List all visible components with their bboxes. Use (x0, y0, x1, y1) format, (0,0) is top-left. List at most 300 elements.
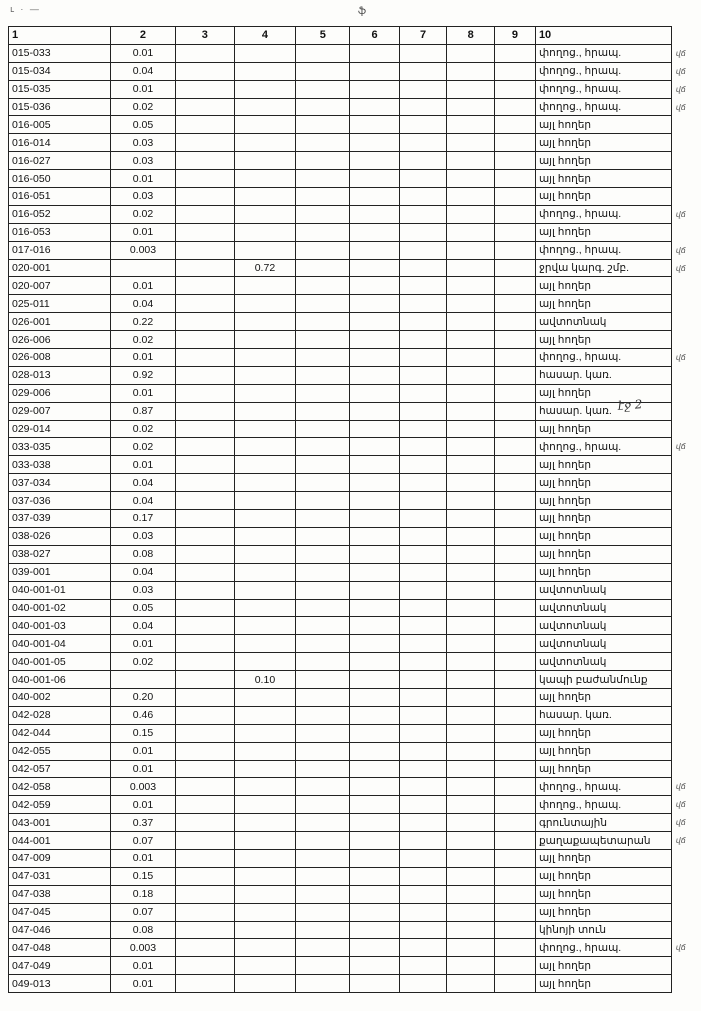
table-row (9, 402, 701, 420)
cell-col6 (350, 420, 399, 438)
cell-col8 (447, 205, 495, 223)
margin-annotation: վճ (675, 102, 686, 112)
cell-col7 (399, 152, 447, 170)
cell-col2: 0.04 (111, 474, 176, 492)
table-row (9, 975, 701, 993)
cell-col1: 040-001-04 (9, 635, 111, 653)
cell-col10: այլ հողեր (535, 867, 671, 885)
cell-col8 (447, 939, 495, 957)
cell-col6 (350, 510, 399, 528)
cell-col1: 015-036 (9, 98, 111, 116)
cell-col4 (234, 223, 296, 241)
margin-annotation (671, 474, 700, 492)
cell-col1: 042-058 (9, 778, 111, 796)
margin-annotation: վճ (675, 800, 686, 810)
cell-col2: 0.003 (111, 241, 176, 259)
cell-col1: 042-028 (9, 706, 111, 724)
margin-annotation (671, 510, 700, 528)
cell-col2: 0.04 (111, 62, 176, 80)
cell-col9 (494, 402, 535, 420)
cell-col4 (234, 331, 296, 349)
cell-col10: փողոց., հրապ. (535, 80, 671, 98)
cell-col7 (399, 295, 447, 313)
cell-col8 (447, 456, 495, 474)
table-row (9, 80, 701, 98)
cell-col5 (296, 44, 350, 62)
margin-annotation (671, 617, 700, 635)
cell-col8 (447, 635, 495, 653)
header-row (9, 27, 701, 45)
cell-col10: փողոց., հրապ. (535, 205, 671, 223)
margin-annotation (671, 366, 700, 384)
cell-col4 (234, 563, 296, 581)
cell-col5 (296, 80, 350, 98)
margin-annotation (671, 885, 700, 903)
cell-col3 (175, 438, 234, 456)
cell-col1: 015-035 (9, 80, 111, 98)
margin-annotation (671, 456, 700, 474)
cell-col2: 0.03 (111, 581, 176, 599)
cell-col7 (399, 116, 447, 134)
cell-col5 (296, 527, 350, 545)
cell-col9 (494, 814, 535, 832)
cell-col10: փողոց., հրապ. (535, 438, 671, 456)
margin-annotation (671, 134, 700, 152)
cell-col2: 0.03 (111, 188, 176, 206)
cell-col8 (447, 706, 495, 724)
table-row (9, 814, 701, 832)
table-row (9, 527, 701, 545)
cell-col6 (350, 796, 399, 814)
table-row (9, 903, 701, 921)
land-parcel-table (8, 26, 701, 993)
cell-col2: 0.04 (111, 295, 176, 313)
cell-col3 (175, 742, 234, 760)
cell-col6 (350, 456, 399, 474)
cell-col2: 0.01 (111, 80, 176, 98)
cell-col8 (447, 241, 495, 259)
cell-col8 (447, 80, 495, 98)
cell-col5 (296, 116, 350, 134)
cell-col4 (234, 903, 296, 921)
cell-col10: այլ հողեր (535, 331, 671, 349)
cell-col1: 026-008 (9, 349, 111, 367)
cell-col6 (350, 939, 399, 957)
cell-col1: 038-026 (9, 527, 111, 545)
cell-col10: այլ հողեր (535, 295, 671, 313)
cell-col2: 0.02 (111, 420, 176, 438)
table-row (9, 939, 701, 957)
cell-col2: 0.07 (111, 832, 176, 850)
cell-col6 (350, 832, 399, 850)
cell-col7 (399, 653, 447, 671)
cell-col9 (494, 134, 535, 152)
cell-col6 (350, 188, 399, 206)
cell-col3 (175, 116, 234, 134)
cell-col3 (175, 492, 234, 510)
cell-col4 (234, 975, 296, 993)
cell-col2: 0.01 (111, 384, 176, 402)
margin-annotation (671, 295, 700, 313)
column-header-9: 9 (494, 27, 535, 45)
cell-col9 (494, 724, 535, 742)
cell-col6 (350, 116, 399, 134)
cell-col9 (494, 832, 535, 850)
cell-col8 (447, 885, 495, 903)
cell-col4 (234, 939, 296, 957)
cell-col7 (399, 402, 447, 420)
margin-annotation (671, 671, 700, 689)
cell-col4 (234, 277, 296, 295)
cell-col8 (447, 832, 495, 850)
cell-col5 (296, 277, 350, 295)
cell-col8 (447, 277, 495, 295)
cell-col1: 017-016 (9, 241, 111, 259)
cell-col8 (447, 617, 495, 635)
cell-col1: 040-001-06 (9, 671, 111, 689)
cell-col3 (175, 134, 234, 152)
cell-col10: այլ հողեր (535, 277, 671, 295)
cell-col2: 0.01 (111, 849, 176, 867)
cell-col7 (399, 456, 447, 474)
cell-col5 (296, 921, 350, 939)
cell-col10: այլ հողեր (535, 223, 671, 241)
cell-col5 (296, 581, 350, 599)
cell-col3 (175, 760, 234, 778)
cell-col6 (350, 277, 399, 295)
cell-col8 (447, 724, 495, 742)
cell-col7 (399, 62, 447, 80)
cell-col7 (399, 939, 447, 957)
cell-col9 (494, 384, 535, 402)
cell-col1: 015-034 (9, 62, 111, 80)
cell-col2: 0.02 (111, 331, 176, 349)
cell-col9 (494, 885, 535, 903)
cell-col2: 0.37 (111, 814, 176, 832)
margin-annotation: վճ (675, 48, 686, 58)
cell-col1: 039-001 (9, 563, 111, 581)
margin-annotation (671, 653, 700, 671)
cell-col7 (399, 44, 447, 62)
cell-col7 (399, 688, 447, 706)
cell-col7 (399, 98, 447, 116)
cell-col4 (234, 80, 296, 98)
cell-col4 (234, 742, 296, 760)
cell-col9 (494, 331, 535, 349)
cell-col7 (399, 706, 447, 724)
cell-col2: 0.18 (111, 885, 176, 903)
cell-col7 (399, 223, 447, 241)
cell-col1: 037-039 (9, 510, 111, 528)
cell-col4 (234, 617, 296, 635)
cell-col10: հասար. կառ. (535, 402, 671, 420)
cell-col4 (234, 510, 296, 528)
cell-col10: այլ հողեր (535, 134, 671, 152)
table-row (9, 349, 701, 367)
cell-col3 (175, 510, 234, 528)
cell-col9 (494, 849, 535, 867)
cell-col4 (234, 456, 296, 474)
cell-col5 (296, 671, 350, 689)
margin-annotation (671, 188, 700, 206)
cell-col9 (494, 188, 535, 206)
cell-col3 (175, 671, 234, 689)
cell-col8 (447, 62, 495, 80)
table-row (9, 563, 701, 581)
cell-col7 (399, 778, 447, 796)
cell-col3 (175, 921, 234, 939)
cell-col2: 0.01 (111, 223, 176, 241)
cell-col4 (234, 527, 296, 545)
cell-col4 (234, 492, 296, 510)
cell-col7 (399, 635, 447, 653)
cell-col1: 042-057 (9, 760, 111, 778)
margin-annotation (671, 313, 700, 331)
table-row (9, 617, 701, 635)
page-number-handwriting: էջ 2 (617, 397, 643, 413)
cell-col1: 047-046 (9, 921, 111, 939)
cell-col8 (447, 760, 495, 778)
cell-col1: 029-014 (9, 420, 111, 438)
margin-annotation: վճ (675, 209, 686, 219)
cell-col7 (399, 205, 447, 223)
cell-col1: 043-001 (9, 814, 111, 832)
cell-col6 (350, 778, 399, 796)
cell-col4 (234, 170, 296, 188)
cell-col1: 042-044 (9, 724, 111, 742)
cell-col7 (399, 134, 447, 152)
cell-col2: 0.04 (111, 492, 176, 510)
cell-col8 (447, 545, 495, 563)
cell-col9 (494, 438, 535, 456)
margin-annotation: վճ (675, 836, 686, 846)
cell-col5 (296, 474, 350, 492)
margin-annotation: վճ (675, 84, 686, 94)
cell-col8 (447, 849, 495, 867)
cell-col5 (296, 957, 350, 975)
column-header-4: 4 (234, 27, 296, 45)
cell-col6 (350, 760, 399, 778)
cell-col7 (399, 474, 447, 492)
cell-col6 (350, 742, 399, 760)
cell-col7 (399, 849, 447, 867)
cell-col4 (234, 849, 296, 867)
cell-col8 (447, 653, 495, 671)
cell-col7 (399, 617, 447, 635)
cell-col9 (494, 349, 535, 367)
cell-col7 (399, 313, 447, 331)
cell-col5 (296, 814, 350, 832)
cell-col6 (350, 223, 399, 241)
cell-col6 (350, 957, 399, 975)
cell-col10: փողոց., հրապ. (535, 44, 671, 62)
cell-col3 (175, 188, 234, 206)
cell-col5 (296, 241, 350, 259)
column-header-10: 10 (535, 27, 671, 45)
cell-col5 (296, 366, 350, 384)
margin-annotation (671, 384, 700, 402)
table-row (9, 384, 701, 402)
cell-col4 (234, 62, 296, 80)
cell-col9 (494, 259, 535, 277)
margin-annotation (671, 545, 700, 563)
cell-col9 (494, 688, 535, 706)
cell-col9 (494, 563, 535, 581)
table-row (9, 671, 701, 689)
cell-col5 (296, 706, 350, 724)
table-row (9, 152, 701, 170)
table-row (9, 510, 701, 528)
cell-col6 (350, 474, 399, 492)
cell-col9 (494, 778, 535, 796)
cell-col6 (350, 617, 399, 635)
cell-col10: փողոց., հրապ. (535, 241, 671, 259)
table-row (9, 653, 701, 671)
cell-col10: ավտոտնակ (535, 599, 671, 617)
cell-col9 (494, 599, 535, 617)
table-row (9, 778, 701, 796)
cell-col9 (494, 62, 535, 80)
cell-col3 (175, 474, 234, 492)
cell-col1: 047-049 (9, 957, 111, 975)
cell-col7 (399, 563, 447, 581)
cell-col6 (350, 98, 399, 116)
cell-col1: 016-005 (9, 116, 111, 134)
cell-col9 (494, 80, 535, 98)
cell-col9 (494, 241, 535, 259)
cell-col7 (399, 671, 447, 689)
column-header-6: 6 (350, 27, 399, 45)
cell-col6 (350, 635, 399, 653)
cell-col7 (399, 349, 447, 367)
cell-col10: հասար. կառ. (535, 366, 671, 384)
table-row (9, 205, 701, 223)
cell-col1: 016-053 (9, 223, 111, 241)
cell-col7 (399, 241, 447, 259)
column-header-5: 5 (296, 27, 350, 45)
cell-col2: 0.02 (111, 205, 176, 223)
cell-col10: այլ հողեր (535, 456, 671, 474)
table-row (9, 277, 701, 295)
top-handwriting: ֆ (358, 6, 367, 17)
cell-col8 (447, 420, 495, 438)
cell-col9 (494, 313, 535, 331)
margin-annotation (671, 420, 700, 438)
margin-annotation (671, 277, 700, 295)
cell-col6 (350, 599, 399, 617)
cell-col2: 0.01 (111, 742, 176, 760)
cell-col6 (350, 134, 399, 152)
cell-col9 (494, 706, 535, 724)
table-row (9, 849, 701, 867)
cell-col9 (494, 277, 535, 295)
cell-col8 (447, 313, 495, 331)
cell-col8 (447, 510, 495, 528)
cell-col3 (175, 277, 234, 295)
cell-col10: այլ հողեր (535, 384, 671, 402)
cell-col5 (296, 170, 350, 188)
cell-col5 (296, 510, 350, 528)
cell-col9 (494, 903, 535, 921)
table-row (9, 98, 701, 116)
cell-col5 (296, 492, 350, 510)
cell-col2: 0.05 (111, 116, 176, 134)
cell-col7 (399, 527, 447, 545)
table-row (9, 295, 701, 313)
cell-col5 (296, 331, 350, 349)
cell-col6 (350, 671, 399, 689)
cell-col4 (234, 474, 296, 492)
cell-col3 (175, 635, 234, 653)
cell-col5 (296, 939, 350, 957)
cell-col1: 040-001-02 (9, 599, 111, 617)
cell-col8 (447, 527, 495, 545)
cell-col2: 0.46 (111, 706, 176, 724)
cell-col5 (296, 563, 350, 581)
cell-col8 (447, 474, 495, 492)
cell-col10: այլ հողեր (535, 116, 671, 134)
table-row (9, 867, 701, 885)
cell-col8 (447, 98, 495, 116)
table-row (9, 760, 701, 778)
cell-col4 (234, 384, 296, 402)
cell-col2: 0.03 (111, 134, 176, 152)
cell-col4 (234, 545, 296, 563)
margin-annotation (671, 742, 700, 760)
cell-col10: այլ հողեր (535, 474, 671, 492)
cell-col3 (175, 581, 234, 599)
cell-col9 (494, 921, 535, 939)
cell-col7 (399, 420, 447, 438)
table-row (9, 420, 701, 438)
cell-col10: փողոց., հրապ. (535, 939, 671, 957)
cell-col4 (234, 420, 296, 438)
cell-col3 (175, 313, 234, 331)
cell-col5 (296, 778, 350, 796)
cell-col2: 0.03 (111, 152, 176, 170)
margin-annotation (671, 152, 700, 170)
cell-col9 (494, 975, 535, 993)
cell-col5 (296, 849, 350, 867)
cell-col1: 042-055 (9, 742, 111, 760)
cell-col8 (447, 581, 495, 599)
column-header-1: 1 (9, 27, 111, 45)
cell-col1: 028-013 (9, 366, 111, 384)
cell-col10: ջրվա կարգ. շմբ. (535, 259, 671, 277)
margin-annotation (671, 116, 700, 134)
cell-col10: ավտոտնակ (535, 581, 671, 599)
cell-col10: ավտոտնակ (535, 635, 671, 653)
table-body (9, 44, 701, 992)
cell-col4 (234, 134, 296, 152)
margin-annotation (671, 223, 700, 241)
cell-col4 (234, 832, 296, 850)
cell-col6 (350, 259, 399, 277)
cell-col5 (296, 599, 350, 617)
cell-col9 (494, 796, 535, 814)
table-row (9, 957, 701, 975)
margin-annotation: վճ (675, 818, 686, 828)
cell-col9 (494, 98, 535, 116)
cell-col10: այլ հողեր (535, 724, 671, 742)
cell-col4 (234, 778, 296, 796)
table-row (9, 116, 701, 134)
cell-col2: 0.15 (111, 724, 176, 742)
cell-col1: 040-001-05 (9, 653, 111, 671)
cell-col2: 0.01 (111, 957, 176, 975)
cell-col1: 033-038 (9, 456, 111, 474)
cell-col7 (399, 867, 447, 885)
